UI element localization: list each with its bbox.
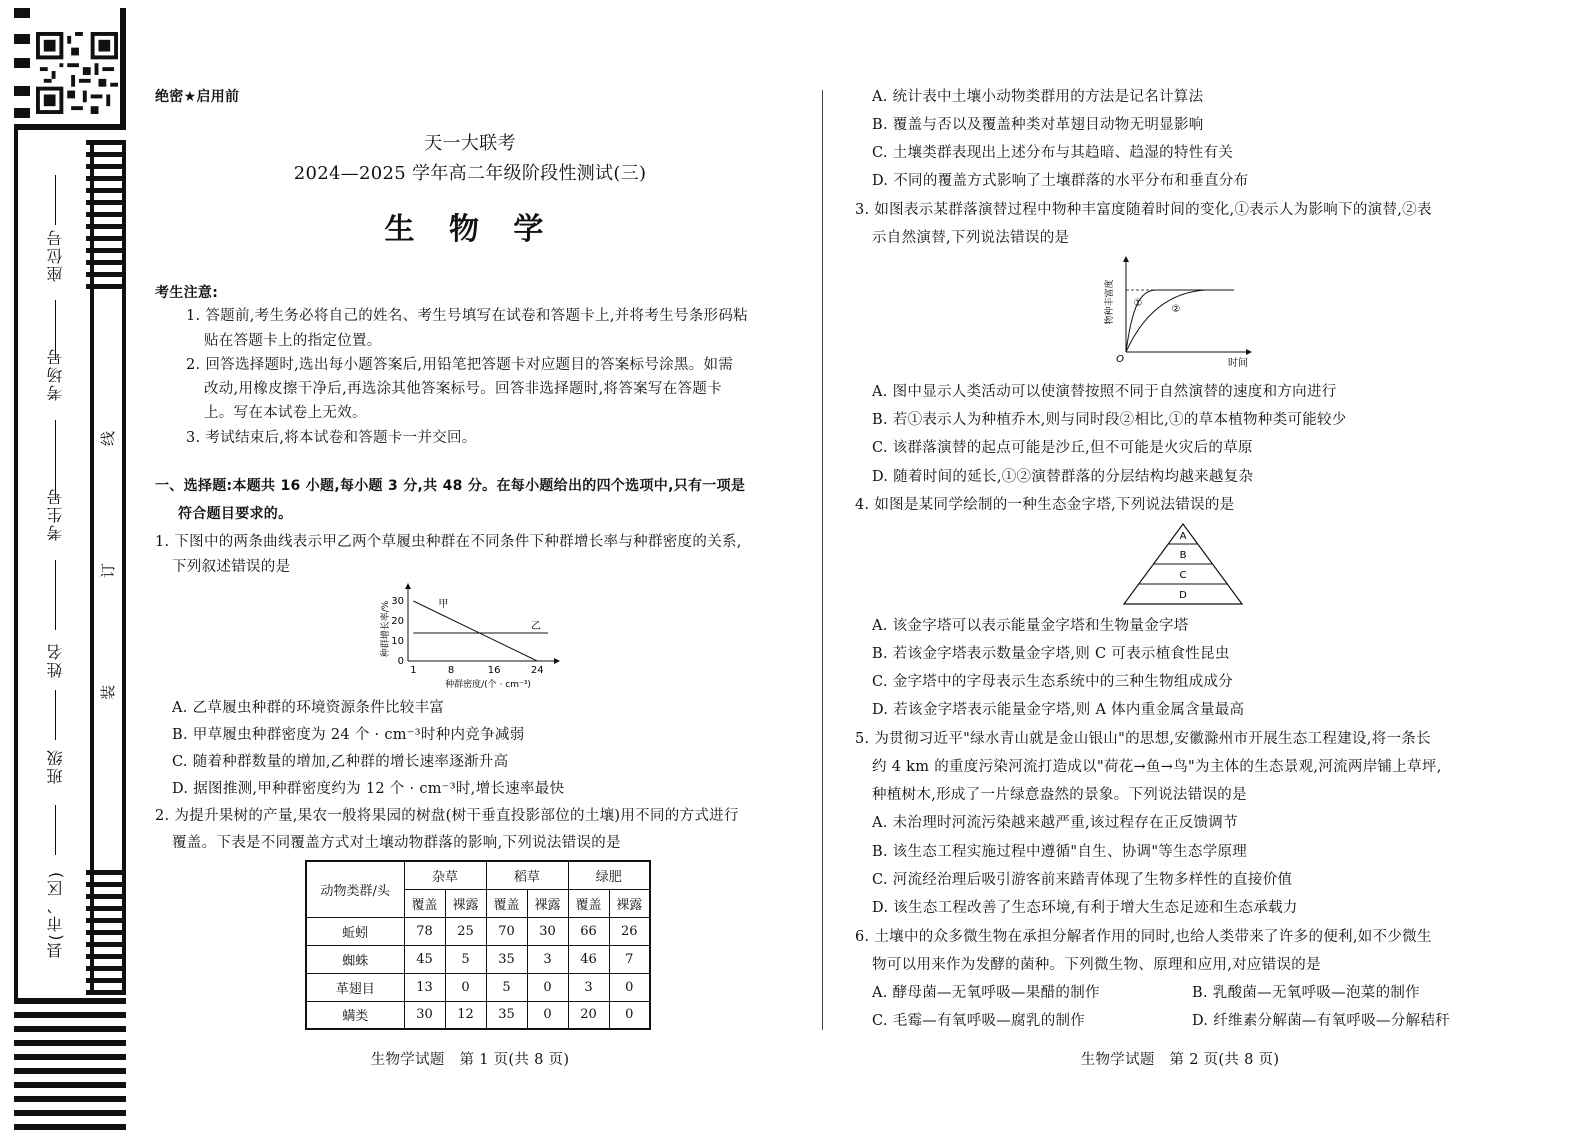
y-tick-label: 0 xyxy=(397,656,404,667)
question-3-option: A. 图中显示人类活动可以使演替按照不同于自然演替的速度和方向进行 xyxy=(872,384,1337,400)
county-label: 县(市、区) xyxy=(46,870,65,959)
question-5-option: C. 河流经治理后吸引游客前来踏青体现了生物多样性的直接价值 xyxy=(872,872,1293,888)
question-4-option: A. 该金字塔可以表示能量金字塔和生物量金字塔 xyxy=(872,618,1189,634)
table-cell: 78 xyxy=(404,917,445,945)
exam-title: 2024—2025 学年高二年级阶段性测试(三) xyxy=(293,163,647,184)
pyramid-level-d: D xyxy=(1179,590,1187,601)
x-axis-label: 种群密度/(个 · cm⁻³) xyxy=(445,680,531,690)
series-jia-line xyxy=(413,601,537,661)
table-cell: 12 xyxy=(445,1001,486,1029)
pyramid-level-b: B xyxy=(1179,550,1187,561)
question-3-option: D. 随着时间的延长,①②演替群落的分层结构均越来越复杂 xyxy=(872,469,1254,485)
exam-room-label: 考场号 xyxy=(46,347,65,401)
question-2-option: D. 不同的覆盖方式影响了土壤群落的水平分布和垂直分布 xyxy=(872,173,1249,189)
table-corner: 动物类群/头 xyxy=(306,861,404,917)
question-4-option: B. 若该金字塔表示数量金字塔,则 C 可表示植食性昆虫 xyxy=(872,646,1230,662)
x-tick-label: 24 xyxy=(530,665,544,676)
table-group-header: 稻草 xyxy=(486,861,568,889)
question-6-option: A. 酵母菌—无氧呼吸—果醋的制作 xyxy=(872,985,1100,1001)
notice-line: 1. 答题前,考生务必将自己的姓名、考生号填写在试卷和答题卡上,并将考生号条形码粘 xyxy=(186,308,748,324)
question-5-option: D. 该生态工程改善了生态环境,有利于增大生态足迹和生态承载力 xyxy=(872,900,1298,916)
table-cell: 35 xyxy=(486,1001,527,1029)
question-5-option: B. 该生态工程实施过程中遵循"自生、协调"等生态学原理 xyxy=(872,844,1248,860)
table-cell: 0 xyxy=(527,973,568,1001)
question-4-stem: 4. 如图是某同学绘制的一种生态金字塔,下列说法错误的是 xyxy=(855,497,1235,513)
y-tick-label: 30 xyxy=(391,596,404,607)
page-footer-left: 生物学试题 第 1 页(共 8 页) xyxy=(370,1052,570,1068)
y-tick-label: 10 xyxy=(391,636,404,647)
row-label: 螨类 xyxy=(306,1001,404,1029)
notice-line: 3. 考试结束后,将本试卷和答题卡一并交回。 xyxy=(186,430,477,446)
notice-line: 贴在答题卡上的指定位置。 xyxy=(204,333,382,349)
subject-title: 生 物 学 xyxy=(384,212,556,247)
table-subheader: 覆盖 xyxy=(486,889,527,917)
row-label: 蚯蚓 xyxy=(306,917,404,945)
question-1-stem: 1. 下图中的两条曲线表示甲乙两个草履虫种群在不同条件下种群增长率与种群密度的关系, xyxy=(155,534,742,550)
row-label: 革翅目 xyxy=(306,973,404,1001)
page-divider xyxy=(822,90,823,1030)
seat-number-label: 座位号 xyxy=(46,228,65,282)
question-6-option: C. 毛霉—有氧呼吸—腐乳的制作 xyxy=(872,1013,1086,1029)
x-tick-label: 1 xyxy=(410,665,417,676)
table-row xyxy=(306,1001,650,1029)
question-6-stem: 6. 土壤中的众多微生物在承担分解者作用的同时,也给人类带来了许多的便利,如不少微生 xyxy=(855,929,1432,945)
question-3-option: C. 该群落演替的起点可能是沙丘,但不可能是火灾后的草原 xyxy=(872,440,1253,456)
series-yi-label: 乙 xyxy=(531,621,541,632)
table-subheader: 覆盖 xyxy=(568,889,609,917)
table-cell: 35 xyxy=(486,945,527,973)
question-3-stem: 示自然演替,下列说法错误的是 xyxy=(872,230,1070,246)
question-2-option: A. 统计表中土壤小动物类群用的方法是记名计算法 xyxy=(872,89,1204,105)
table-cell: 46 xyxy=(568,945,609,973)
table-subheader: 裸露 xyxy=(527,889,568,917)
table-row xyxy=(306,945,650,973)
table-cell: 7 xyxy=(609,945,650,973)
exam-org: 天一大联考 xyxy=(424,133,516,154)
table-cell: 70 xyxy=(486,917,527,945)
table-cell: 30 xyxy=(527,917,568,945)
series-jia-label: 甲 xyxy=(438,599,449,610)
succession-chart xyxy=(1100,252,1260,372)
table-cell: 0 xyxy=(609,1001,650,1029)
series-1-label: ① xyxy=(1133,298,1143,309)
question-5-option: A. 未治理时河流污染越来越严重,该过程存在正反馈调节 xyxy=(872,815,1238,831)
question-5-stem: 约 4 km 的重度污染河流打造成以"荷花→鱼→鸟"为主体的生态景观,河流两岸铺上草坪, xyxy=(872,759,1442,775)
candidate-number-label: 考生号 xyxy=(46,487,65,541)
table-cell: 0 xyxy=(527,1001,568,1029)
series-2-label: ② xyxy=(1171,304,1181,315)
table-cell: 20 xyxy=(568,1001,609,1029)
table-cell: 3 xyxy=(568,973,609,1001)
notice-line: 改动,用橡皮擦干净后,再选涂其他答案标号。回答非选择题时,将答案写在答题卡 xyxy=(204,381,722,397)
y-axis-label: 物种丰富度 xyxy=(1105,279,1115,325)
question-5-stem: 种植树木,形成了一片绿意盎然的景象。下列说法错误的是 xyxy=(872,787,1247,803)
x-axis-arrow xyxy=(1246,349,1252,355)
ecological-pyramid xyxy=(1120,522,1246,608)
table-subheader: 裸露 xyxy=(609,889,650,917)
question-1-stem: 下列叙述错误的是 xyxy=(172,559,291,575)
pyramid-level-a: A xyxy=(1179,531,1187,542)
y-axis-arrow xyxy=(1123,256,1129,262)
row-label: 蜘蛛 xyxy=(306,945,404,973)
name-label: 姓名 xyxy=(46,642,65,678)
question-1-option: B. 甲草履虫种群密度为 24 个 · cm⁻³时种内竞争减弱 xyxy=(172,727,525,743)
question-2-option: C. 土壤类群表现出上述分布与其趋暗、趋湿的特性有关 xyxy=(872,145,1234,161)
table-cell: 26 xyxy=(609,917,650,945)
y-axis-label: 种群增长率/% xyxy=(381,600,391,658)
question-3-stem: 3. 如图表示某群落演替过程中物种丰富度随着时间的变化,①表示人为影响下的演替,②表 xyxy=(855,202,1432,218)
table-group-header: 绿肥 xyxy=(568,861,650,889)
question-6-stem: 物可以用来作为发酵的菌种。下列微生物、原理和应用,对应错误的是 xyxy=(872,957,1321,973)
question-1-option: C. 随着种群数量的增加,乙种群的增长速率逐渐升高 xyxy=(172,754,509,770)
question-4-option: D. 若该金字塔表示能量金字塔,则 A 体内重金属含量最高 xyxy=(872,702,1245,718)
binding-mark-staple: 订 xyxy=(99,562,118,579)
y-tick-label: 20 xyxy=(391,616,404,627)
notice-title: 考生注意: xyxy=(155,285,219,301)
soil-animal-table xyxy=(305,860,651,1030)
table-subheader: 覆盖 xyxy=(404,889,445,917)
question-1-option: A. 乙草履虫种群的环境资源条件比较丰富 xyxy=(172,700,445,716)
question-3-option: B. 若①表示人为种植乔木,则与同时段②相比,①的草本植物种类可能较少 xyxy=(872,412,1347,428)
table-cell: 3 xyxy=(527,945,568,973)
table-cell: 5 xyxy=(486,973,527,1001)
secret-mark: 绝密★启用前 xyxy=(155,89,240,105)
table-row xyxy=(306,973,650,1001)
origin-label: O xyxy=(1116,354,1124,365)
table-cell: 5 xyxy=(445,945,486,973)
binding-mark-bind: 装 xyxy=(99,684,118,701)
y-axis-arrow xyxy=(405,583,411,589)
question-2-stem: 覆盖。下表是不同覆盖方式对土壤动物群落的影响,下列说法错误的是 xyxy=(172,835,621,851)
binding-strip xyxy=(0,0,130,1138)
page-footer-right: 生物学试题 第 2 页(共 8 页) xyxy=(1080,1052,1280,1068)
pyramid-level-c: C xyxy=(1179,570,1187,581)
question-2-option: B. 覆盖与否以及覆盖种类对革翅目动物无明显影响 xyxy=(872,117,1204,133)
binding-mark-line: 线 xyxy=(99,430,118,447)
table-cell: 13 xyxy=(404,973,445,1001)
question-6-option: B. 乳酸菌—无氧呼吸—泡菜的制作 xyxy=(1192,985,1420,1001)
table-subheader: 裸露 xyxy=(445,889,486,917)
question-6-option: D. 纤维素分解菌—有氧呼吸—分解秸秆 xyxy=(1192,1013,1451,1029)
table-cell: 25 xyxy=(445,917,486,945)
table-cell: 66 xyxy=(568,917,609,945)
notice-line: 2. 回答选择题时,选出每小题答案后,用铅笔把答题卡对应题目的答案标号涂黑。如需 xyxy=(186,357,734,373)
section-heading: 一、选择题:本题共 16 小题,每小题 3 分,共 48 分。在每小题给出的四个选项中,只有一项是 xyxy=(155,478,746,494)
table-cell: 0 xyxy=(609,973,650,1001)
question-2-stem: 2. 为提升果树的产量,果农一般将果园的树盘(树干垂直投影部位的土壤)用不同的方式进行 xyxy=(155,808,739,824)
table-cell: 45 xyxy=(404,945,445,973)
table-cell: 0 xyxy=(445,973,486,1001)
x-axis-label: 时间 xyxy=(1228,358,1248,369)
table-cell: 30 xyxy=(404,1001,445,1029)
qr-code xyxy=(36,32,118,114)
table-row xyxy=(306,917,650,945)
class-label: 班级 xyxy=(46,748,65,784)
question-5-stem: 5. 为贯彻习近平"绿水青山就是金山银山"的思想,安徽滁州市开展生态工程建设,将一条长 xyxy=(855,731,1431,747)
section-heading: 符合题目要求的。 xyxy=(178,506,293,522)
question-4-option: C. 金字塔中的字母表示生态系统中的三种生物组成成分 xyxy=(872,674,1234,690)
question-1-option: D. 据图推测,甲种群密度约为 12 个 · cm⁻³时,增长速率最快 xyxy=(172,781,565,797)
x-axis-arrow xyxy=(554,658,560,664)
growth-rate-chart xyxy=(370,583,580,691)
x-tick-label: 8 xyxy=(447,665,455,676)
notice-line: 上。写在本试卷上无效。 xyxy=(204,405,367,421)
table-group-header: 杂草 xyxy=(404,861,486,889)
x-tick-label: 16 xyxy=(487,665,501,676)
